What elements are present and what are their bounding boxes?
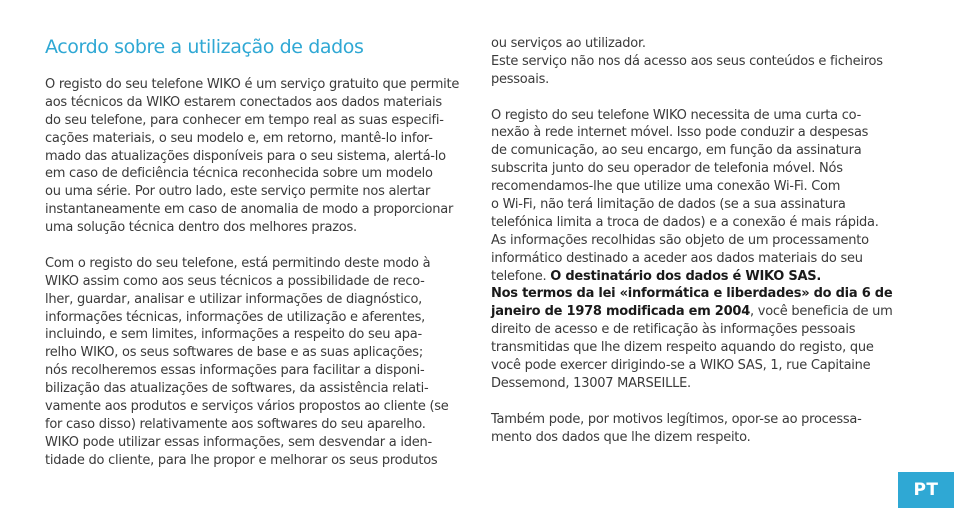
- paragraph-continuation: [491, 35, 903, 89]
- text-line: você pode exercer dirigindo-se a WIKO SAS, 1, rue Capitaine: [491, 358, 871, 374]
- right-column: [491, 35, 903, 446]
- text-line: mento dos dados que lhe dizem respeito.: [491, 429, 751, 445]
- text-line: informações técnicas, informações de utilização e aferentes,: [45, 309, 426, 325]
- text-line: pessoais.: [491, 71, 549, 87]
- page-title: Acordo sobre a utilização de dados: [45, 36, 364, 58]
- text-line: tidade do cliente, para lhe propor e melhorar os seus produtos: [45, 452, 438, 468]
- text-line: o Wi-Fi, não terá limitação de dados (se a sua assinatura: [491, 197, 846, 213]
- text-line: nexão à rede internet móvel. Isso pode conduzir a despesas: [491, 125, 869, 141]
- text-line: ou serviços ao utilizador.: [491, 36, 646, 51]
- text-line: O registo do seu telefone WIKO é um serviço gratuito que permite: [45, 77, 460, 92]
- text-line: vamente aos produtos e serviços vários propostos ao cliente (se: [45, 399, 449, 415]
- paragraph-connection-costs: [491, 107, 903, 393]
- text-line: O registo do seu telefone WIKO necessita de uma curta co-: [491, 107, 862, 123]
- text-line: telefónica limita a troca de dados) e a conexão é mais rápida.: [491, 214, 879, 230]
- text-line: uma solução técnica dentro dos melhores prazos.: [45, 220, 357, 236]
- text-line: incluindo, e sem limites, informações a respeito do seu apa-: [45, 327, 422, 343]
- paragraph-registration-service: [45, 76, 460, 237]
- text-line: Este serviço não nos dá acesso aos seus conteúdos e ficheiros: [491, 53, 883, 69]
- text-line: direito de acesso e de retificação às informações pessoais: [491, 322, 856, 338]
- left-column: [45, 76, 460, 470]
- text-line: [491, 268, 903, 286]
- text-line: [491, 303, 903, 321]
- text-line: transmitidas que lhe dizem respeito aquando do registo, que: [491, 340, 874, 356]
- text-line: aos técnicos da WIKO estarem conectados aos dados materiais: [45, 94, 442, 110]
- text-line: ou uma série. Por outro lado, este serviço permite nos alertar: [45, 184, 431, 200]
- paragraph-data-collection: [45, 255, 455, 470]
- paragraph-gap: [491, 393, 903, 411]
- text-line: em caso de deficiência técnica reconhecida sobre um modelo: [45, 166, 433, 182]
- text-line: relho WIKO, os seus softwares de base e as suas aplicações;: [45, 345, 423, 361]
- language-tab-label: PT: [913, 480, 939, 500]
- text-line: cações materiais, o seu modelo e, em retorno, mantê-lo infor-: [45, 130, 433, 146]
- text-line: lher, guardar, analisar e utilizar informações de diagnóstico,: [45, 291, 423, 307]
- text-line: de comunicação, ao seu encargo, em função da assinatura: [491, 143, 862, 159]
- paragraph-gap: [45, 237, 455, 255]
- text-segment: , você beneficia de um: [749, 304, 893, 320]
- text-line: Dessemond, 13007 MARSEILLE.: [491, 375, 691, 391]
- text-line: for caso disso) relativamente aos softwares do seu aparelho.: [45, 416, 426, 432]
- law-reference-date: janeiro de 1978 modificada em 2004: [491, 304, 750, 320]
- text-line: Também pode, por motivos legítimos, opor-se ao processa-: [491, 411, 862, 427]
- text-line: informático destinado a aceder aos dados materiais do seu: [491, 250, 863, 266]
- paragraph-gap: [491, 89, 903, 107]
- text-line: Com o registo do seu telefone, está permitindo deste modo à: [45, 255, 431, 271]
- text-line: instantaneamente em caso de anomalia de modo a proporcionar: [45, 202, 454, 218]
- text-line: recomendamos-lhe que utilize uma conexão Wi-Fi. Com: [491, 179, 841, 195]
- law-reference: Nos termos da lei «informática e liberdades» do dia 6 de: [491, 286, 893, 302]
- text-line: WIKO assim como aos seus técnicos a possibilidade de reco-: [45, 273, 425, 289]
- data-recipient-statement: O destinatário dos dados é WIKO SAS.: [550, 268, 822, 284]
- text-line: subscrita junto do seu operador de telefonia móvel. Nós: [491, 161, 843, 177]
- text-line: mado das atualizações disponíveis para o seu sistema, alertá-lo: [45, 148, 446, 164]
- text-segment: telefone.: [491, 268, 551, 284]
- paragraph-opposition-right: [491, 411, 903, 447]
- language-tab: [898, 472, 954, 508]
- text-line: WIKO pode utilizar essas informações, sem desvendar a iden-: [45, 434, 432, 450]
- text-line: nós recolheremos essas informações para facilitar a disponi-: [45, 363, 425, 379]
- text-line: do seu telefone, para conhecer em tempo real as suas especifi-: [45, 112, 444, 128]
- text-line: bilização das atualizações de softwares, da assistência relati-: [45, 381, 429, 397]
- text-line: As informações recolhidas são objeto de um processamento: [491, 232, 869, 248]
